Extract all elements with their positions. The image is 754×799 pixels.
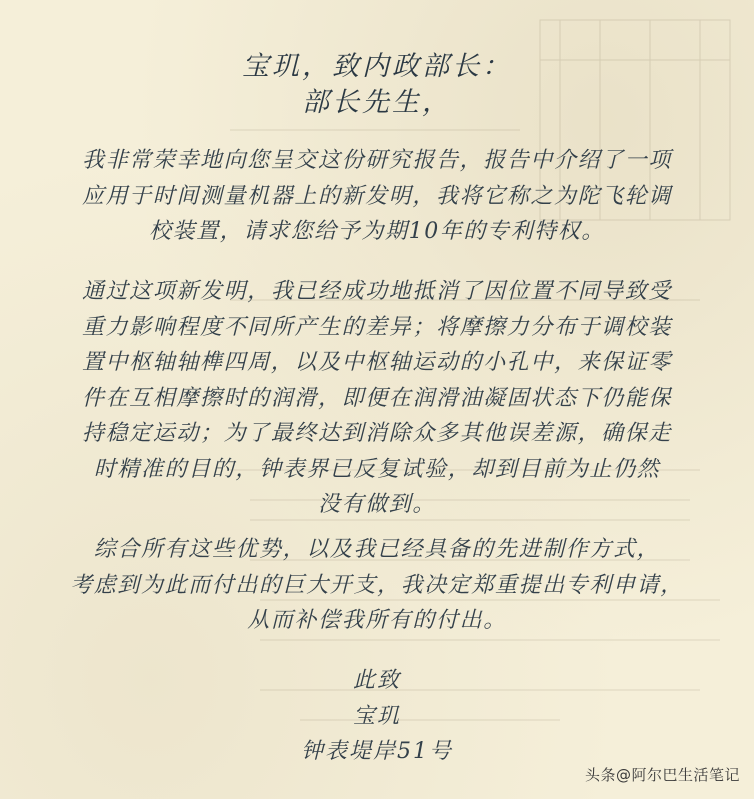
paragraph-2 bbox=[30, 274, 724, 523]
source-watermark: 头条@阿尔巴生活笔记 bbox=[584, 766, 740, 784]
paragraph-3-line: 从而补偿我所有的付出。 bbox=[247, 608, 507, 633]
closing-line-2: 宝玑 bbox=[352, 704, 401, 729]
paragraph-2-line: 通过这项新发明，我已经成功地抵消了因位置不同导致受 bbox=[81, 279, 672, 304]
paragraph-1-line: 我非常荣幸地向您呈交这份研究报告，报告中介绍了一项 bbox=[81, 148, 672, 173]
paragraph-3-line: 综合所有这些优势，以及我已经具备的先进制作方式， bbox=[93, 537, 661, 562]
salutation-line-2: 部长先生， bbox=[302, 87, 452, 118]
paragraph-1-line: 应用于时间测量机器上的新发明，我将它称之为陀飞轮调 bbox=[81, 183, 672, 209]
paragraph-2-line: 持稳定运动；为了最终达到消除众多其他误差源，确保走 bbox=[81, 421, 672, 446]
paragraph-2-line: 重力影响程度不同所产生的差异；将摩擦力分布于调校装 bbox=[81, 314, 672, 340]
closing-line-3: 钟表堤岸51号 bbox=[301, 739, 453, 764]
paragraph-2-line: 没有做到。 bbox=[317, 492, 436, 517]
paragraph-2-line: 置中枢轴轴榫四周，以及中枢轴运动的小孔中，来保证零 bbox=[81, 350, 672, 375]
paragraph-2-line: 件在互相摩擦时的润滑，即便在润滑油凝固状态下仍能保 bbox=[81, 385, 672, 411]
paragraph-3 bbox=[30, 532, 724, 639]
paragraph-1 bbox=[30, 143, 724, 250]
salutation-line-1: 宝玑，致内政部长： bbox=[242, 51, 512, 82]
paragraph-1-line: 校装置，请求您给予为期10年的专利特权。 bbox=[149, 219, 605, 244]
paragraph-2-line: 时精准的目的，钟表界已反复试验，却到目前为止仍然 bbox=[93, 456, 661, 482]
closing-line-1: 此致 bbox=[352, 668, 401, 693]
paragraph-3-line: 考虑到为此而付出的巨大开支，我决定郑重提出专利申请， bbox=[70, 572, 684, 598]
